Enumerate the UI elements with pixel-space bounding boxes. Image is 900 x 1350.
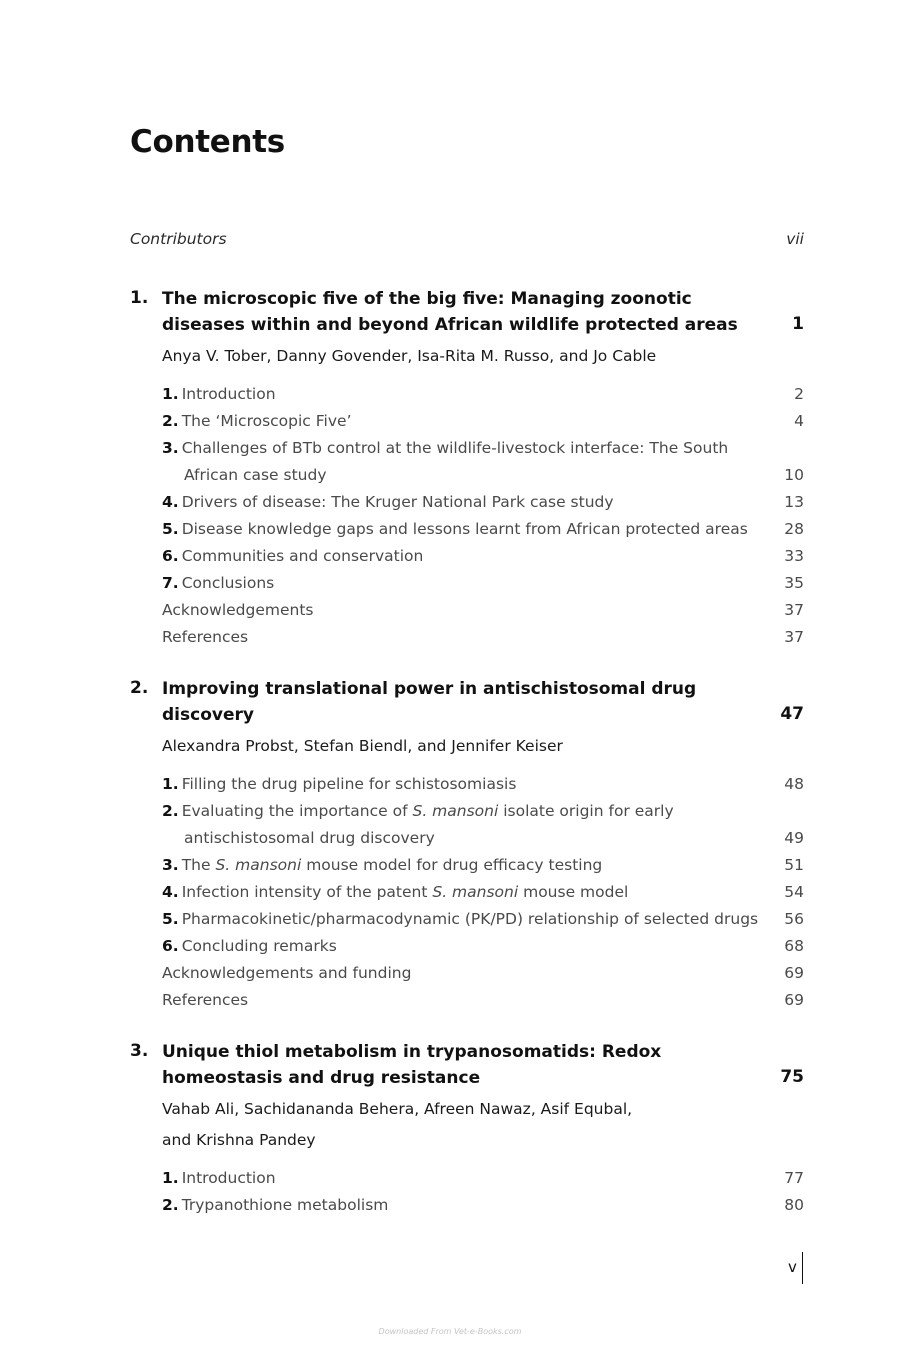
section-title: Introduction — [181, 1169, 276, 1187]
toc-contributors-entry[interactable] — [130, 230, 804, 248]
section-page: 68 — [784, 937, 804, 955]
section-title-pre: The — [181, 856, 216, 874]
toc-section[interactable] — [162, 543, 804, 570]
chapter-page: 1 — [792, 314, 804, 334]
section-title: Drivers of disease: The Kruger National Park case study — [181, 493, 614, 511]
section-page: 37 — [784, 628, 804, 646]
section-title-pre: Evaluating the importance of — [181, 802, 413, 820]
section-page: 33 — [784, 547, 804, 565]
contributors-label: Contributors — [130, 230, 227, 248]
section-title: Communities and conservation — [181, 547, 424, 565]
toc-section-continuation[interactable] — [184, 462, 804, 489]
section-number: 6. — [162, 937, 179, 955]
section-title-post: isolate origin for early — [498, 802, 674, 820]
section-title: The ‘Microscopic Five’ — [181, 412, 352, 430]
section-page: 51 — [784, 856, 804, 874]
toc-section[interactable] — [162, 906, 804, 933]
species-name: S. mansoni — [412, 802, 499, 820]
section-page: 4 — [794, 412, 804, 430]
page-title: Contents — [130, 124, 285, 160]
section-title: Acknowledgements — [162, 601, 314, 619]
section-page: 69 — [784, 991, 804, 1009]
section-title: Pharmacokinetic/pharmacodynamic (PK/PD) relationship of selected drugs — [181, 910, 759, 928]
chapter-authors: Alexandra Probst, Stefan Biendl, and Jennifer Keiser — [162, 737, 563, 755]
toc-section-references[interactable] — [162, 987, 804, 1014]
section-page: 80 — [784, 1196, 804, 1214]
section-number: 4. — [162, 883, 179, 901]
chapter-authors-line-1: Vahab Ali, Sachidananda Behera, Afreen Nawaz, Asif Equbal, — [162, 1100, 633, 1118]
toc-section[interactable] — [162, 489, 804, 516]
watermark: Downloaded From Vet-e-Books.com — [378, 1327, 522, 1336]
species-name: S. mansoni — [215, 856, 302, 874]
section-page: 37 — [784, 601, 804, 619]
section-page: 2 — [794, 385, 804, 403]
section-number: 3. — [162, 856, 179, 874]
section-page: 10 — [784, 466, 804, 484]
toc-section[interactable] — [162, 570, 804, 597]
section-title-post: mouse model for drug efficacy testing — [301, 856, 603, 874]
section-number: 2. — [162, 802, 179, 820]
section-number: 6. — [162, 547, 179, 565]
chapter-title[interactable]: The microscopic five of the big five: Managing zoonotic diseases within and beyond African wildlife protected areas — [162, 289, 738, 335]
toc-section[interactable] — [162, 408, 804, 435]
section-number: 1. — [162, 385, 179, 403]
toc-section[interactable] — [162, 933, 804, 960]
toc-section[interactable] — [162, 381, 804, 408]
section-number: 5. — [162, 520, 179, 538]
section-number: 1. — [162, 1169, 179, 1187]
section-page: 69 — [784, 964, 804, 982]
section-page: 56 — [784, 910, 804, 928]
section-number: 2. — [162, 412, 179, 430]
section-title-continued: antischistosomal drug discovery — [184, 829, 435, 847]
section-page: 35 — [784, 574, 804, 592]
toc-section[interactable] — [162, 798, 804, 825]
chapter-number: 2. — [130, 678, 149, 698]
section-title: Trypanothione metabolism — [181, 1196, 389, 1214]
chapter-authors-line-2: and Krishna Pandey — [162, 1131, 316, 1149]
section-number: 3. — [162, 439, 179, 457]
chapter-title[interactable]: Improving translational power in antischistosomal drug discovery — [162, 679, 697, 725]
toc-section[interactable] — [162, 435, 804, 462]
section-page: 28 — [784, 520, 804, 538]
section-number: 4. — [162, 493, 179, 511]
toc-section-continuation[interactable] — [184, 825, 804, 852]
section-number: 5. — [162, 910, 179, 928]
section-number: 7. — [162, 574, 179, 592]
toc-section[interactable] — [162, 852, 804, 879]
section-page: 77 — [784, 1169, 804, 1187]
section-title-post: mouse model — [518, 883, 629, 901]
section-title: Filling the drug pipeline for schistosomiasis — [181, 775, 517, 793]
page-number: v — [788, 1258, 797, 1276]
section-page: 48 — [784, 775, 804, 793]
toc-section[interactable] — [162, 1192, 804, 1219]
chapter-authors: Anya V. Tober, Danny Govender, Isa-Rita M. Russo, and Jo Cable — [162, 347, 657, 365]
section-page: 54 — [784, 883, 804, 901]
section-title: Concluding remarks — [181, 937, 337, 955]
toc-section[interactable] — [162, 1165, 804, 1192]
contributors-page: vii — [786, 230, 804, 248]
section-number: 2. — [162, 1196, 179, 1214]
toc-section[interactable] — [162, 879, 804, 906]
toc-section[interactable] — [162, 516, 804, 543]
section-title: Acknowledgements and funding — [162, 964, 412, 982]
species-name: S. mansoni — [432, 883, 519, 901]
section-title: Challenges of BTb control at the wildlife-livestock interface: The South — [181, 439, 729, 457]
chapter-number: 1. — [130, 288, 149, 308]
chapter-page: 47 — [780, 704, 804, 724]
folio-rule — [802, 1252, 803, 1284]
section-number: 1. — [162, 775, 179, 793]
section-title: Introduction — [181, 385, 276, 403]
section-page: 49 — [784, 829, 804, 847]
section-title: Disease knowledge gaps and lessons learnt from African protected areas — [181, 520, 748, 538]
section-title-continued: African case study — [184, 466, 327, 484]
toc-section-acknowledgements[interactable] — [162, 597, 804, 624]
section-title: References — [162, 991, 249, 1009]
chapter-page: 75 — [780, 1067, 804, 1087]
section-title: References — [162, 628, 249, 646]
section-title: Conclusions — [181, 574, 275, 592]
toc-section[interactable] — [162, 771, 804, 798]
chapter-number: 3. — [130, 1041, 149, 1061]
chapter-title[interactable]: Unique thiol metabolism in trypanosomatids: Redox homeostasis and drug resistance — [162, 1042, 662, 1088]
toc-section-references[interactable] — [162, 624, 804, 651]
section-page: 13 — [784, 493, 804, 511]
toc-section-acknowledgements[interactable] — [162, 960, 804, 987]
section-title-pre: Infection intensity of the patent — [181, 883, 433, 901]
